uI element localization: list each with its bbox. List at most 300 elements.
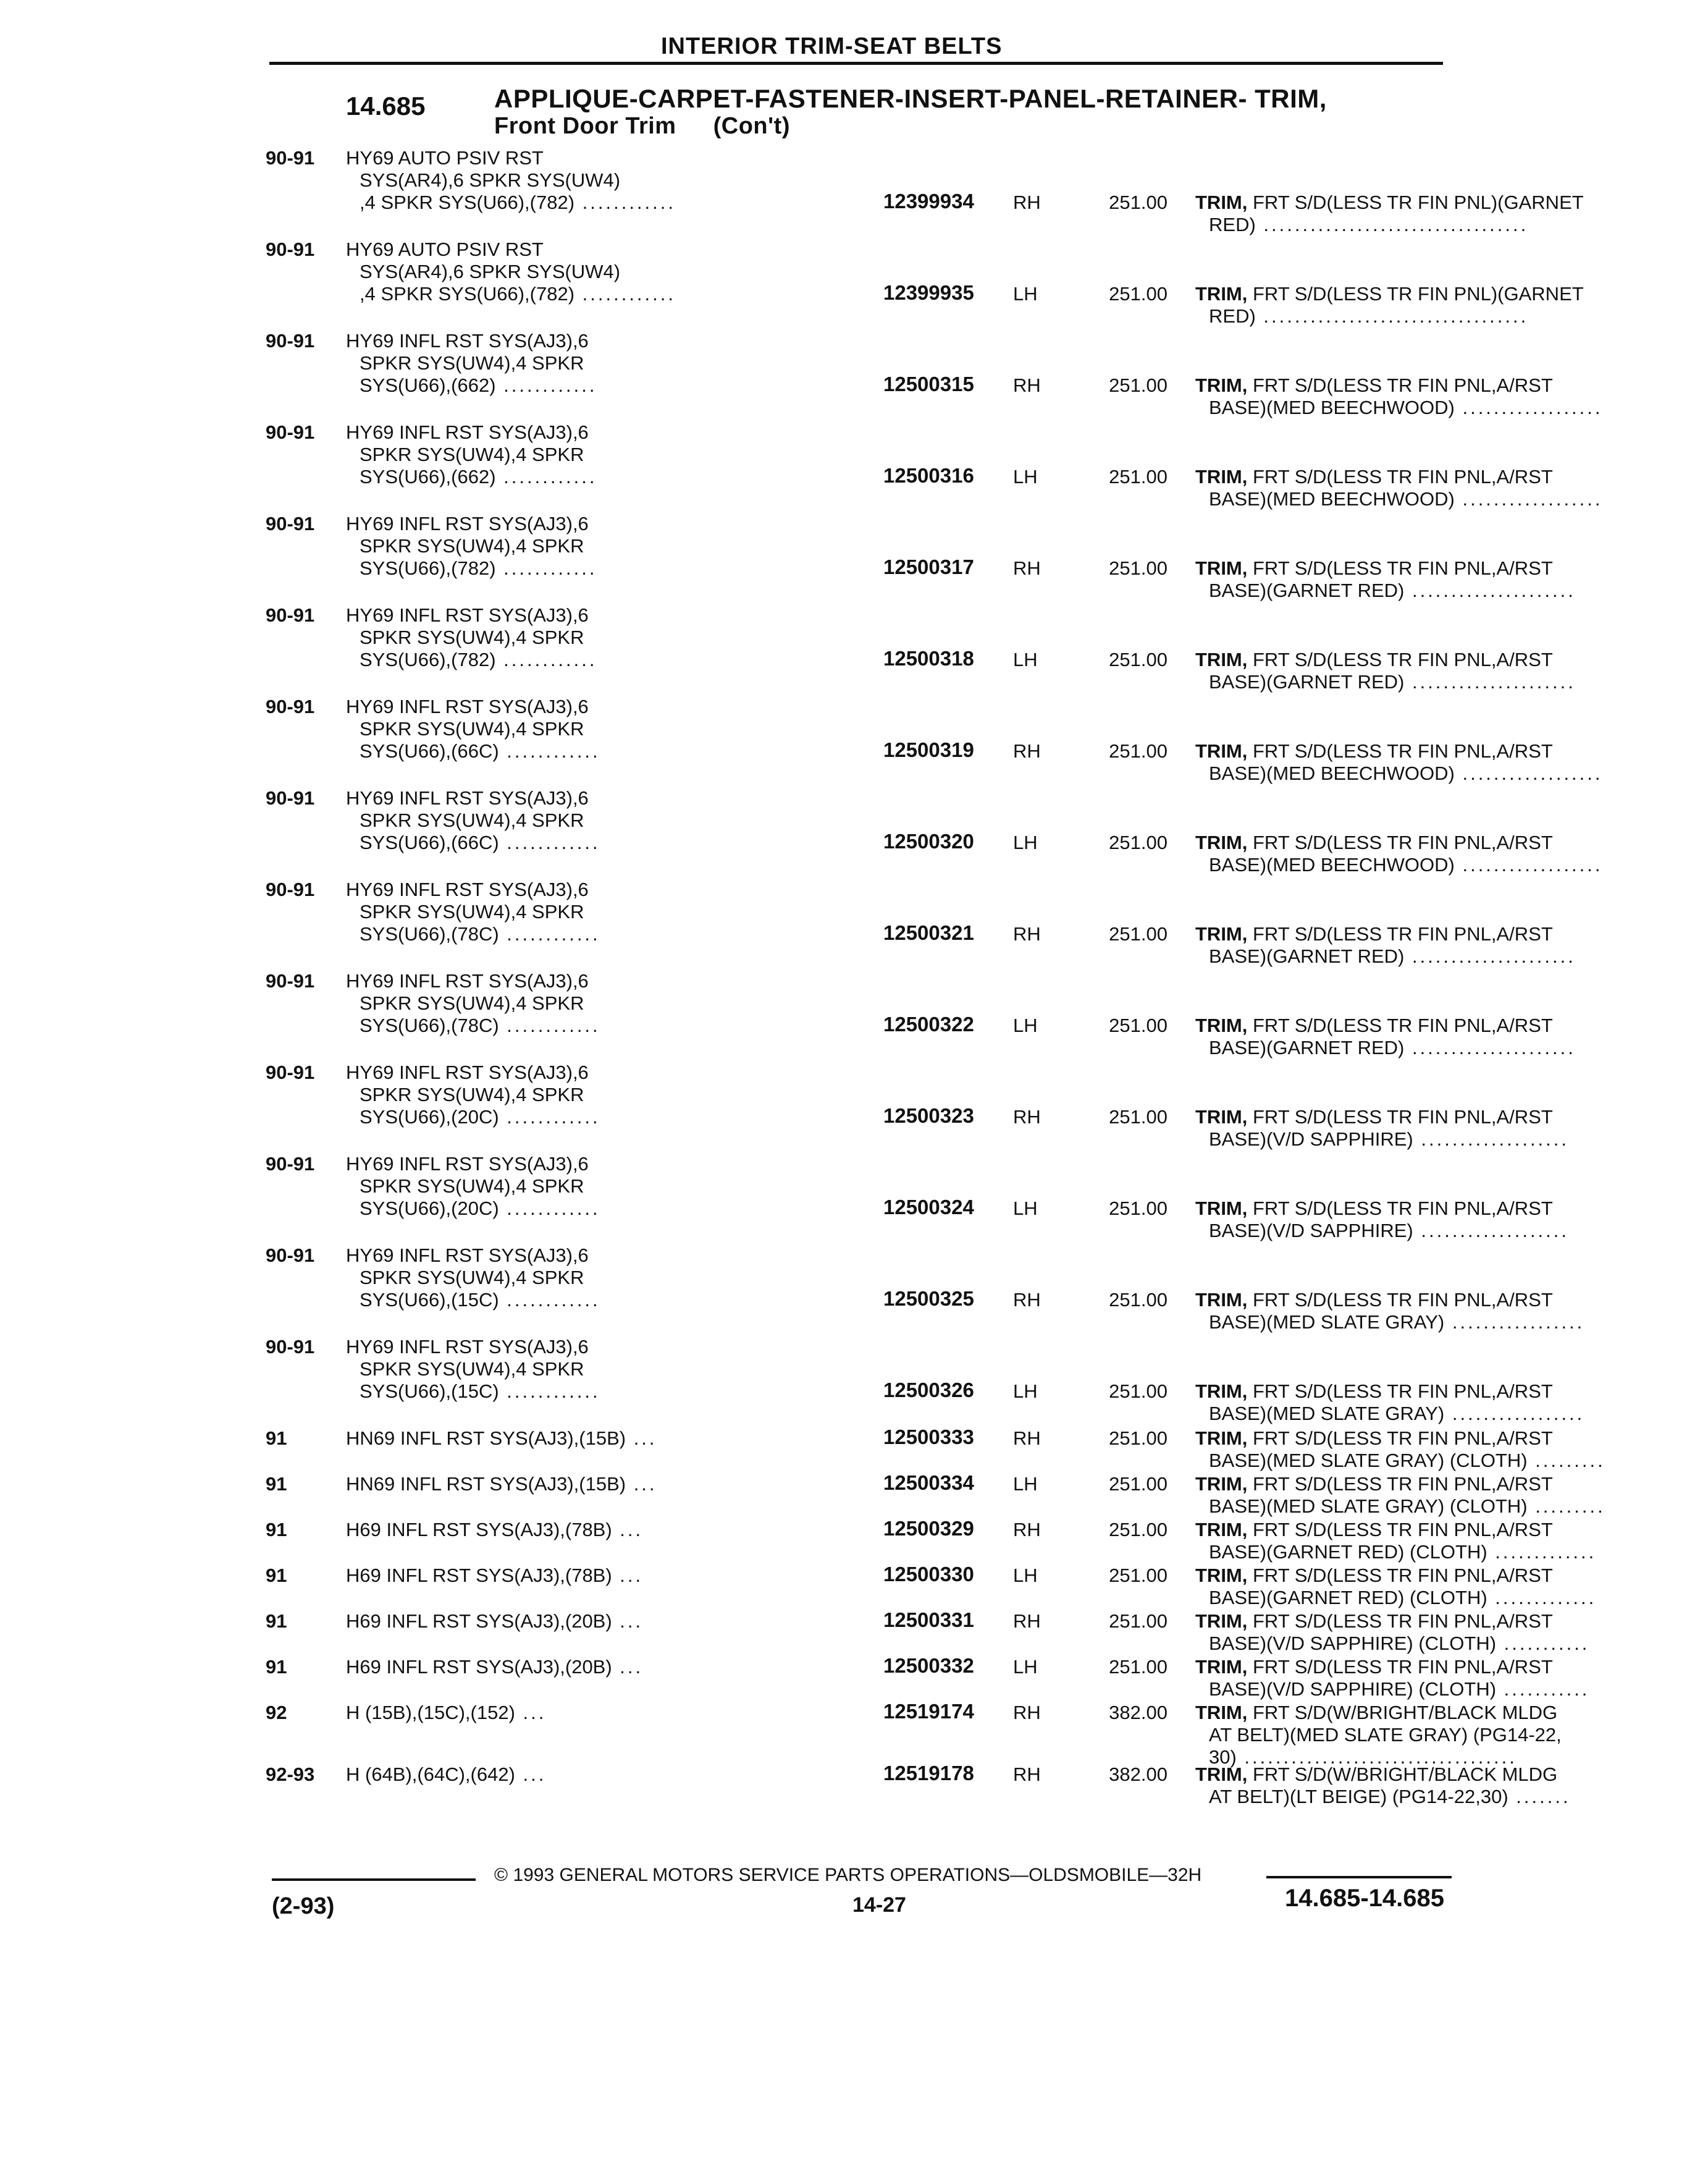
application-description	[346, 1427, 871, 1450]
leader-dots: ............	[499, 1289, 600, 1311]
section-title: APPLIQUE-CARPET-FASTENER-INSERT-PANEL-RETAINER- TRIM,	[494, 84, 1327, 113]
application-description	[346, 1565, 871, 1587]
application-description	[346, 1519, 871, 1541]
leader-dots: ...	[612, 1610, 644, 1632]
leader-dots: ...	[626, 1427, 657, 1449]
part-number: 12519178	[883, 1762, 974, 1784]
description-line: SYS(U66),(782) ............	[360, 557, 597, 579]
part-description-line: BASE)(GARNET RED) .....................	[1209, 1037, 1576, 1058]
part-description-line: BASE)(GARNET RED) .....................	[1209, 945, 1576, 967]
leader-dots: .....................	[1404, 580, 1576, 601]
part-description	[1195, 1289, 1708, 1333]
application-description	[346, 1610, 871, 1632]
model-years: 90-91	[266, 970, 315, 992]
application-description	[346, 1473, 871, 1495]
part-description	[1195, 557, 1708, 602]
description-line: H69 INFL RST SYS(AJ3),(78B) ...	[346, 1565, 644, 1586]
part-number: 12500324	[883, 1196, 974, 1218]
description-line: SPKR SYS(UW4),4 SPKR	[360, 1358, 584, 1380]
side-code: RH	[1013, 1519, 1041, 1540]
description-line: SYS(U66),(15C) ............	[360, 1380, 600, 1402]
part-description-line: TRIM, FRT S/D(LESS TR FIN PNL)(GARNET	[1195, 283, 1584, 305]
part-description-line: BASE)(MED BEECHWOOD) ..................	[1209, 854, 1603, 876]
part-description-line: BASE)(MED SLATE GRAY) (CLOTH) .........	[1209, 1495, 1605, 1517]
description-line: HY69 INFL RST SYS(AJ3),6	[346, 1062, 589, 1083]
part-description-line: TRIM, FRT S/D(LESS TR FIN PNL,A/RST	[1195, 740, 1553, 762]
part-name: TRIM,	[1195, 1610, 1248, 1632]
part-number: 12500322	[883, 1013, 974, 1036]
leader-dots: ...................	[1413, 1128, 1570, 1150]
part-description-line: BASE)(MED BEECHWOOD) ..................	[1209, 397, 1603, 418]
description-line: H69 INFL RST SYS(AJ3),(20B) ...	[346, 1656, 644, 1678]
description-line: ,4 SPKR SYS(U66),(782) ............	[360, 283, 676, 305]
part-description-line: BASE)(GARNET RED) (CLOTH) .............	[1209, 1587, 1597, 1608]
footer-rule-right	[1266, 1876, 1452, 1878]
leader-dots: ...........	[1496, 1632, 1590, 1654]
group-number: 251.00	[1109, 1106, 1167, 1128]
section-title-block	[494, 85, 1327, 140]
application-description	[346, 696, 871, 762]
part-name: TRIM,	[1195, 283, 1248, 305]
leader-dots: .............	[1487, 1541, 1597, 1563]
part-name: TRIM,	[1195, 923, 1248, 945]
part-description	[1195, 1197, 1708, 1242]
application-description	[346, 330, 871, 397]
description-line: HY69 INFL RST SYS(AJ3),6	[346, 1336, 589, 1358]
side-code: LH	[1013, 649, 1038, 670]
part-name: TRIM,	[1195, 1427, 1248, 1449]
side-code: RH	[1013, 1763, 1041, 1785]
part-description-line: TRIM, FRT S/D(LESS TR FIN PNL,A/RST	[1195, 649, 1553, 670]
side-code: RH	[1013, 192, 1041, 213]
description-line: SPKR SYS(UW4),4 SPKR	[360, 901, 584, 923]
model-years: 90-91	[266, 604, 315, 626]
side-code: RH	[1013, 923, 1041, 945]
side-code: LH	[1013, 1197, 1038, 1219]
leader-dots: .........	[1527, 1495, 1605, 1517]
description-line: HY69 INFL RST SYS(AJ3),6	[346, 787, 589, 809]
part-description-line: BASE)(MED SLATE GRAY) (CLOTH) .........	[1209, 1450, 1605, 1471]
description-line: SPKR SYS(UW4),4 SPKR	[360, 992, 584, 1014]
group-number: 251.00	[1109, 1565, 1167, 1586]
part-description-line: BASE)(GARNET RED) (CLOTH) .............	[1209, 1541, 1597, 1563]
part-description	[1195, 740, 1708, 785]
part-number: 12500330	[883, 1563, 974, 1586]
part-description	[1195, 283, 1708, 327]
part-number: 12500326	[883, 1379, 974, 1401]
description-line: HN69 INFL RST SYS(AJ3),(15B) ...	[346, 1427, 657, 1449]
model-years: 90-91	[266, 787, 315, 809]
part-name: TRIM,	[1195, 740, 1248, 762]
description-line: SYS(U66),(20C) ............	[360, 1106, 600, 1128]
description-line: SYS(U66),(66C) ............	[360, 740, 600, 762]
group-number: 251.00	[1109, 1519, 1167, 1540]
model-years: 90-91	[266, 1336, 315, 1358]
leader-dots: ............	[499, 1380, 600, 1402]
leader-dots: ............	[574, 283, 676, 305]
part-number: 12500331	[883, 1608, 974, 1631]
part-number: 12519174	[883, 1700, 974, 1723]
leader-dots: .....................	[1404, 671, 1576, 693]
part-number: 12500321	[883, 921, 974, 944]
description-line: HY69 INFL RST SYS(AJ3),6	[346, 513, 589, 534]
side-code: LH	[1013, 1380, 1038, 1402]
part-description	[1195, 466, 1708, 510]
part-description	[1195, 923, 1708, 968]
part-number: 12500317	[883, 555, 974, 578]
leader-dots: ............	[495, 557, 597, 579]
application-description	[346, 239, 871, 305]
description-line: ,4 SPKR SYS(U66),(782) ............	[360, 192, 676, 213]
part-description	[1195, 832, 1708, 876]
description-line: SPKR SYS(UW4),4 SPKR	[360, 535, 584, 557]
description-line: SPKR SYS(UW4),4 SPKR	[360, 627, 584, 648]
group-number: 251.00	[1109, 649, 1167, 670]
part-name: TRIM,	[1195, 649, 1248, 670]
description-line: SPKR SYS(UW4),4 SPKR	[360, 444, 584, 465]
group-number: 251.00	[1109, 374, 1167, 396]
part-description-line: TRIM, FRT S/D(LESS TR FIN PNL,A/RST	[1195, 1289, 1553, 1311]
group-number: 382.00	[1109, 1763, 1167, 1785]
group-number: 251.00	[1109, 283, 1167, 305]
application-description	[346, 604, 871, 671]
part-description-line: BASE)(MED SLATE GRAY) .................	[1209, 1311, 1585, 1333]
part-name: TRIM,	[1195, 192, 1248, 213]
part-name: TRIM,	[1195, 557, 1248, 579]
part-description-line: TRIM, FRT S/D(LESS TR FIN PNL,A/RST	[1195, 1565, 1553, 1586]
part-name: TRIM,	[1195, 1763, 1248, 1785]
leader-dots: ............	[499, 1015, 600, 1036]
description-line: HY69 INFL RST SYS(AJ3),6	[346, 421, 589, 443]
part-description-line: RED) ..................................	[1209, 214, 1529, 235]
description-line: SYS(U66),(15C) ............	[360, 1289, 600, 1311]
side-code: LH	[1013, 1565, 1038, 1586]
leader-dots: ...........	[1496, 1678, 1590, 1700]
description-line: SYS(U66),(662) ............	[360, 466, 597, 488]
application-description	[346, 147, 871, 214]
part-description-line: 30) ...................................	[1209, 1746, 1517, 1768]
side-code: RH	[1013, 374, 1041, 396]
part-name: TRIM,	[1195, 832, 1248, 853]
application-description	[346, 1153, 871, 1220]
part-description	[1195, 1427, 1708, 1472]
side-code: RH	[1013, 557, 1041, 579]
section-subtitle-line	[494, 112, 1327, 140]
model-years: 91	[266, 1519, 287, 1540]
part-number: 12500332	[883, 1654, 974, 1677]
part-description	[1195, 374, 1708, 419]
application-description	[346, 1702, 871, 1724]
group-number: 251.00	[1109, 192, 1167, 213]
model-years: 91	[266, 1473, 287, 1495]
model-years: 90-91	[266, 696, 315, 717]
description-line: SYS(U66),(78C) ............	[360, 1015, 600, 1036]
part-number: 12500315	[883, 373, 974, 395]
part-description	[1195, 1519, 1708, 1563]
part-name: TRIM,	[1195, 1015, 1248, 1036]
part-description-line: TRIM, FRT S/D(LESS TR FIN PNL,A/RST	[1195, 1519, 1553, 1540]
part-description	[1195, 192, 1708, 236]
group-number: 251.00	[1109, 1289, 1167, 1311]
side-code: RH	[1013, 1106, 1041, 1128]
side-code: LH	[1013, 1656, 1038, 1678]
part-name: TRIM,	[1195, 1656, 1248, 1678]
part-name: TRIM,	[1195, 1380, 1248, 1402]
part-description-line: TRIM, FRT S/D(W/BRIGHT/BLACK MLDG	[1195, 1702, 1558, 1723]
part-description	[1195, 1106, 1708, 1151]
part-description-line: TRIM, FRT S/D(LESS TR FIN PNL,A/RST	[1195, 374, 1553, 396]
description-line: SPKR SYS(UW4),4 SPKR	[360, 1084, 584, 1105]
side-code: RH	[1013, 740, 1041, 762]
description-line: HY69 INFL RST SYS(AJ3),6	[346, 1153, 589, 1175]
leader-dots: ..................	[1454, 488, 1603, 510]
part-number: 12500316	[883, 464, 974, 487]
part-description-line: TRIM, FRT S/D(LESS TR FIN PNL,A/RST	[1195, 557, 1553, 579]
application-description	[346, 1763, 871, 1786]
leader-dots: ...	[515, 1763, 547, 1785]
group-number: 251.00	[1109, 466, 1167, 488]
side-code: LH	[1013, 1473, 1038, 1495]
leader-dots: ............	[499, 832, 600, 853]
part-description-line: BASE)(V/D SAPPHIRE) (CLOTH) ...........	[1209, 1632, 1590, 1654]
part-description-line: BASE)(V/D SAPPHIRE) ...................	[1209, 1128, 1570, 1150]
part-name: TRIM,	[1195, 1473, 1248, 1495]
part-name: TRIM,	[1195, 1702, 1248, 1723]
leader-dots: .................	[1444, 1311, 1585, 1333]
description-line: HY69 INFL RST SYS(AJ3),6	[346, 1244, 589, 1266]
group-number: 251.00	[1109, 1380, 1167, 1402]
part-number: 12500325	[883, 1287, 974, 1310]
part-number: 12500334	[883, 1471, 974, 1494]
model-years: 92	[266, 1702, 287, 1723]
description-line: H (15B),(15C),(152) ...	[346, 1702, 547, 1723]
leader-dots: ..................	[1454, 397, 1603, 418]
side-code: RH	[1013, 1610, 1041, 1632]
part-name: TRIM,	[1195, 1519, 1248, 1540]
part-description	[1195, 1763, 1708, 1808]
part-number: 12500320	[883, 830, 974, 853]
part-number: 12399934	[883, 190, 974, 213]
footer-rule-left	[272, 1878, 476, 1881]
part-description-line: TRIM, FRT S/D(LESS TR FIN PNL,A/RST	[1195, 1610, 1553, 1632]
model-years: 90-91	[266, 147, 315, 169]
part-number: 12500318	[883, 647, 974, 670]
leader-dots: .................	[1444, 1403, 1585, 1424]
part-description-line: AT BELT)(LT BEIGE) (PG14-22,30) .......	[1209, 1786, 1571, 1807]
model-years: 91	[266, 1565, 287, 1586]
description-line: SYS(U66),(78C) ............	[360, 923, 600, 945]
part-description-line: TRIM, FRT S/D(W/BRIGHT/BLACK MLDG	[1195, 1763, 1558, 1785]
description-line: SYS(U66),(662) ............	[360, 374, 597, 396]
section-subtitle: Front Door Trim	[494, 113, 676, 139]
leader-dots: .....................	[1404, 945, 1576, 967]
part-description	[1195, 1702, 1708, 1768]
part-name: TRIM,	[1195, 374, 1248, 396]
part-number: 12500323	[883, 1104, 974, 1127]
model-years: 90-91	[266, 421, 315, 443]
description-line: H69 INFL RST SYS(AJ3),(78B) ...	[346, 1519, 644, 1540]
part-description	[1195, 1380, 1708, 1425]
description-line: HY69 INFL RST SYS(AJ3),6	[346, 330, 589, 352]
part-description-line: TRIM, FRT S/D(LESS TR FIN PNL,A/RST	[1195, 1656, 1553, 1678]
application-description	[346, 421, 871, 488]
description-line: SPKR SYS(UW4),4 SPKR	[360, 1175, 584, 1197]
part-description-line: TRIM, FRT S/D(LESS TR FIN PNL,A/RST	[1195, 1380, 1553, 1402]
group-number: 251.00	[1109, 923, 1167, 945]
application-description	[346, 1062, 871, 1128]
part-description-line: BASE)(GARNET RED) .....................	[1209, 671, 1576, 693]
model-years: 90-91	[266, 1244, 315, 1266]
part-name: TRIM,	[1195, 466, 1248, 488]
description-line: HY69 INFL RST SYS(AJ3),6	[346, 879, 589, 900]
part-name: TRIM,	[1195, 1289, 1248, 1311]
part-description-line: TRIM, FRT S/D(LESS TR FIN PNL,A/RST	[1195, 1427, 1553, 1449]
group-number: 251.00	[1109, 832, 1167, 853]
part-number: 12500319	[883, 738, 974, 761]
description-line: HY69 INFL RST SYS(AJ3),6	[346, 604, 589, 626]
part-description-line: TRIM, FRT S/D(LESS TR FIN PNL,A/RST	[1195, 466, 1553, 488]
part-description-line: BASE)(MED BEECHWOOD) ..................	[1209, 488, 1603, 510]
leader-dots: ............	[499, 923, 600, 945]
application-description	[346, 970, 871, 1037]
description-line: H69 INFL RST SYS(AJ3),(20B) ...	[346, 1610, 644, 1632]
part-number: 12399935	[883, 281, 974, 304]
model-years: 90-91	[266, 1153, 315, 1175]
part-description	[1195, 1015, 1708, 1059]
side-code: RH	[1013, 1289, 1041, 1311]
model-years: 92-93	[266, 1763, 315, 1785]
side-code: LH	[1013, 832, 1038, 853]
description-line: SYS(U66),(782) ............	[360, 649, 597, 670]
description-line: HY69 AUTO PSIV RST	[346, 239, 544, 260]
description-line: HY69 INFL RST SYS(AJ3),6	[346, 696, 589, 717]
footer-page-number: 14-27	[852, 1893, 906, 1917]
leader-dots: ...................................	[1236, 1746, 1517, 1768]
leader-dots: ............	[495, 649, 597, 670]
application-description	[346, 513, 871, 580]
leader-dots: ...	[515, 1702, 547, 1723]
application-description	[346, 1656, 871, 1678]
part-description-line: TRIM, FRT S/D(LESS TR FIN PNL,A/RST	[1195, 1473, 1553, 1495]
model-years: 91	[266, 1656, 287, 1678]
leader-dots: ..................	[1454, 762, 1603, 784]
running-title: INTERIOR TRIM-SEAT BELTS	[661, 33, 1003, 59]
part-description-line: BASE)(MED SLATE GRAY) .................	[1209, 1403, 1585, 1424]
side-code: LH	[1013, 466, 1038, 488]
leader-dots: .....................	[1404, 1037, 1576, 1058]
model-years: 90-91	[266, 879, 315, 900]
footer-section-range: 14.685-14.685	[1285, 1885, 1445, 1912]
description-line: SPKR SYS(UW4),4 SPKR	[360, 352, 584, 374]
part-description-line: TRIM, FRT S/D(LESS TR FIN PNL,A/RST	[1195, 1106, 1553, 1128]
part-name: TRIM,	[1195, 1565, 1248, 1586]
part-description	[1195, 1473, 1708, 1518]
part-description	[1195, 1656, 1708, 1700]
part-description-line: BASE)(GARNET RED) .....................	[1209, 580, 1576, 601]
part-description-line: RED) ..................................	[1209, 305, 1529, 327]
leader-dots: ...................	[1413, 1220, 1570, 1241]
description-line: SYS(U66),(66C) ............	[360, 832, 600, 853]
leader-dots: .........	[1527, 1450, 1605, 1471]
part-description	[1195, 649, 1708, 693]
leader-dots: .......	[1508, 1786, 1571, 1807]
part-name: TRIM,	[1195, 1197, 1248, 1219]
leader-dots: ...	[612, 1565, 644, 1586]
group-number: 251.00	[1109, 740, 1167, 762]
model-years: 91	[266, 1610, 287, 1632]
model-years: 90-91	[266, 1062, 315, 1083]
group-number: 251.00	[1109, 1197, 1167, 1219]
description-line: HN69 INFL RST SYS(AJ3),(15B) ...	[346, 1473, 657, 1495]
part-description-line: BASE)(V/D SAPPHIRE) (CLOTH) ...........	[1209, 1678, 1590, 1700]
part-description-line: TRIM, FRT S/D(LESS TR FIN PNL)(GARNET	[1195, 192, 1584, 213]
group-number: 251.00	[1109, 1656, 1167, 1678]
model-years: 90-91	[266, 330, 315, 352]
leader-dots: ..................................	[1255, 214, 1529, 235]
description-line: HY69 AUTO PSIV RST	[346, 147, 544, 169]
model-years: 90-91	[266, 513, 315, 534]
description-line: SYS(AR4),6 SPKR SYS(UW4)	[360, 261, 621, 282]
leader-dots: ...	[612, 1656, 644, 1678]
group-number: 382.00	[1109, 1702, 1167, 1723]
group-number: 251.00	[1109, 557, 1167, 579]
leader-dots: .............	[1487, 1587, 1597, 1608]
part-description-line: TRIM, FRT S/D(LESS TR FIN PNL,A/RST	[1195, 1015, 1553, 1036]
leader-dots: ...	[626, 1473, 657, 1495]
footer-date-code: (2-93)	[272, 1893, 335, 1919]
footer-copyright: © 1993 GENERAL MOTORS SERVICE PARTS OPERATIONS—OLDSMOBILE—32H	[494, 1865, 1202, 1885]
group-number: 251.00	[1109, 1427, 1167, 1449]
model-years: 90-91	[266, 239, 315, 260]
part-number: 12500333	[883, 1425, 974, 1448]
application-description	[346, 879, 871, 945]
part-description-line: TRIM, FRT S/D(LESS TR FIN PNL,A/RST	[1195, 1197, 1553, 1219]
leader-dots: ..................................	[1255, 305, 1529, 327]
leader-dots: ...	[612, 1519, 644, 1540]
description-line: SPKR SYS(UW4),4 SPKR	[360, 718, 584, 740]
description-line: SPKR SYS(UW4),4 SPKR	[360, 1267, 584, 1288]
leader-dots: ............	[574, 192, 676, 213]
side-code: RH	[1013, 1702, 1041, 1723]
part-description-line: BASE)(V/D SAPPHIRE) ...................	[1209, 1220, 1570, 1241]
part-description-line: TRIM, FRT S/D(LESS TR FIN PNL,A/RST	[1195, 923, 1553, 945]
group-number: 251.00	[1109, 1473, 1167, 1495]
part-description	[1195, 1565, 1708, 1609]
leader-dots: ..................	[1454, 854, 1603, 876]
leader-dots: ............	[495, 466, 597, 488]
group-number: 251.00	[1109, 1015, 1167, 1036]
group-number: 251.00	[1109, 1610, 1167, 1632]
description-line: H (64B),(64C),(642) ...	[346, 1763, 547, 1785]
description-line: SYS(U66),(20C) ............	[360, 1197, 600, 1219]
description-line: HY69 INFL RST SYS(AJ3),6	[346, 970, 589, 992]
application-description	[346, 1244, 871, 1311]
application-description	[346, 787, 871, 854]
model-years: 91	[266, 1427, 287, 1449]
part-description	[1195, 1610, 1708, 1655]
application-description	[346, 1336, 871, 1403]
part-description-line: TRIM, FRT S/D(LESS TR FIN PNL,A/RST	[1195, 832, 1553, 853]
side-code: LH	[1013, 283, 1038, 305]
leader-dots: ............	[499, 740, 600, 762]
part-number: 12500329	[883, 1517, 974, 1540]
leader-dots: ............	[499, 1106, 600, 1128]
top-rule	[269, 62, 1443, 65]
leader-dots: ............	[495, 374, 597, 396]
side-code: LH	[1013, 1015, 1038, 1036]
section-continued: (Con't)	[713, 113, 790, 139]
part-name: TRIM,	[1195, 1106, 1248, 1128]
